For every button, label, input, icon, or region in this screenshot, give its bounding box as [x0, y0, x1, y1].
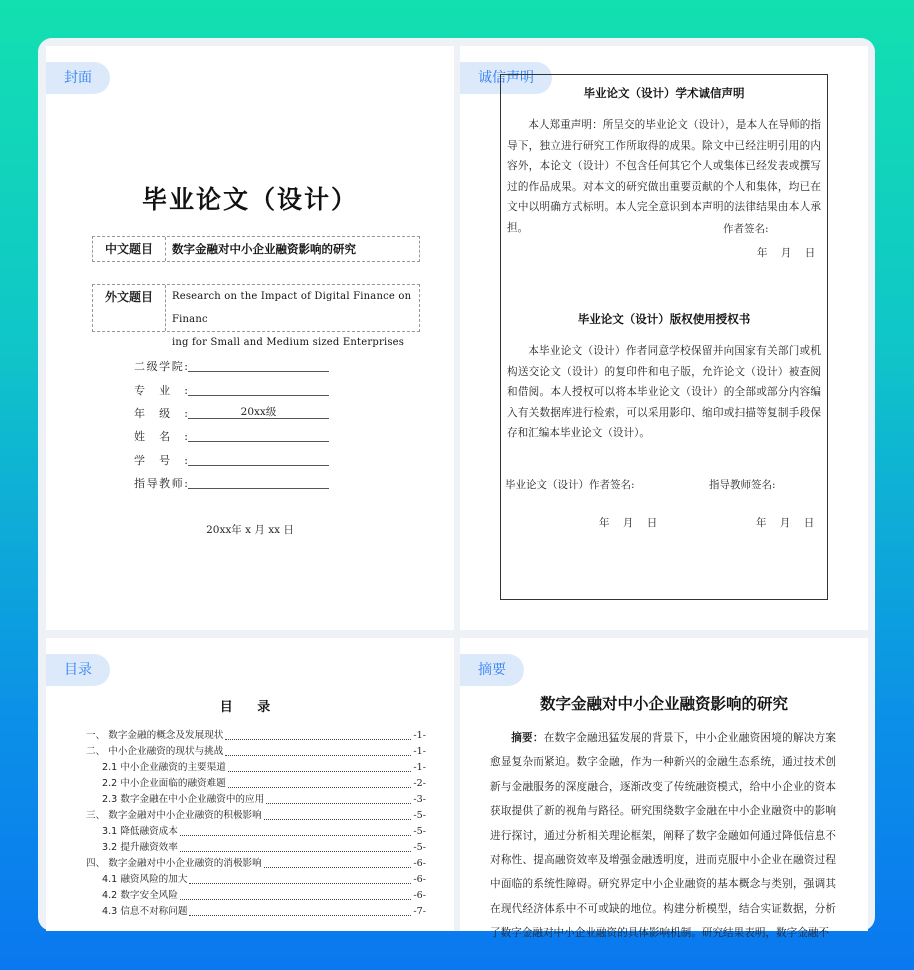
field-label: 二级学院:: [134, 360, 188, 373]
chinese-title-label: 中文题目: [93, 237, 166, 261]
toc-entry-number: 2.1: [102, 762, 121, 773]
toc-entry-text: 中小企业融资的主要渠道: [120, 762, 226, 773]
author-sign-label-2: 毕业论文（设计）作者签名:: [505, 479, 635, 491]
toc-entry[interactable]: [102, 903, 426, 919]
toc-leader-dots: [228, 771, 412, 772]
foreign-title-box: [92, 284, 420, 348]
abstract-text: 在数字金融迅猛发展的背景下，中小企业融资困境的解决方案愈显复杂而紧迫。数字金融，作为一种新兴的金融生态系统，通过技术创新与金融服务的深度融合，逐渐改变了传统融资模式，给中小企业的资本获取提供了新的视角与路径。研究围绕数字金融在中小企业融资中的影响进行探讨，通过分析相关理论框架，阐释了数字金融如何通过降低信息不对称性、提高融资效率及增强金融透明度，进而克服中小企业在融资过程中面临的系统性障碍。研究界定中小企业融资的基本概念与类别，强调其在现代经济体系中不可或缺的地位。构建分析模型，结合实证数据，分析了数字金融对中小企业融资的具体影响机制。研究结果表明，数字金融不: [490, 732, 837, 940]
foreign-title-value: [166, 285, 419, 348]
field-student-id: [134, 452, 188, 470]
toc-leader-dots: [225, 755, 411, 756]
field-name: [134, 428, 188, 446]
toc-entry-text: 中小企业融资的现状与挑战: [108, 746, 224, 757]
toc-entry-number: 3.2: [102, 842, 121, 853]
field-college: [134, 358, 188, 376]
advisor-sign-label: 指导教师签名:: [709, 479, 776, 491]
toc-leader-dots: [228, 787, 412, 788]
field-label: 学号:: [134, 454, 188, 467]
toc-entry-text: 数字金融对中小企业融资的积极影响: [108, 810, 262, 821]
abstract-label: 摘要：: [511, 732, 544, 744]
toc-entry[interactable]: [86, 727, 426, 743]
toc-entry[interactable]: [86, 855, 426, 871]
toc-entry[interactable]: [102, 775, 426, 791]
chinese-title-box: [92, 236, 420, 262]
cover-page-panel[interactable]: [46, 46, 454, 630]
toc-entry-number: 2.3: [102, 794, 121, 805]
toc-leader-dots: [189, 915, 411, 916]
foreign-title-line-2: ing for Small and Medium sized Enterprises: [172, 337, 405, 348]
abstract-tag: 摘要: [460, 654, 524, 686]
toc-entry[interactable]: [86, 743, 426, 759]
document-preview-card: [38, 38, 875, 940]
toc-entry-text: 提升融资效率: [120, 842, 178, 853]
field-label: 专业:: [134, 384, 188, 397]
toc-leader-dots: [266, 803, 411, 804]
toc-leader-dots: [264, 867, 412, 868]
toc-entry-text: 降低融资成本: [120, 826, 178, 837]
field-grade: [134, 405, 277, 423]
toc-page-panel[interactable]: [46, 638, 454, 931]
field-underline: [188, 465, 329, 466]
cover-tag: 封面: [46, 62, 110, 94]
toc-entry-text: 数字金融的概念及发展现状: [108, 730, 224, 741]
toc-entry[interactable]: [102, 887, 426, 903]
abstract-title: 数字金融对中小企业融资影响的研究: [539, 695, 788, 713]
toc-entry-page: -7-: [413, 906, 426, 917]
author-sign-date: 年 月 日: [757, 247, 816, 259]
toc-entry-page: -5-: [413, 826, 426, 837]
toc-entry-text: 数字安全风险: [120, 890, 178, 901]
field-major: [134, 382, 188, 400]
toc-entry-number: 二、: [86, 746, 109, 757]
field-underline: [188, 395, 329, 396]
integrity-title: 毕业论文（设计）学术诚信声明: [583, 86, 745, 100]
toc-entry-page: -6-: [413, 890, 426, 901]
toc-entry-number: 4.1: [102, 874, 121, 885]
field-label: 姓名:: [134, 430, 188, 443]
cover-date: 20xx年 x 月 xx 日: [206, 524, 294, 536]
chinese-title-value: 数字金融对中小企业融资影响的研究: [172, 242, 356, 256]
toc-tag: 目录: [46, 654, 110, 686]
field-underline: [188, 371, 329, 372]
toc-leader-dots: [264, 819, 412, 820]
abstract-page-panel[interactable]: [460, 638, 868, 940]
toc-entry[interactable]: [102, 791, 426, 807]
advisor-sign-date: 年 月 日: [756, 517, 815, 529]
copyright-paragraph: 本毕业论文（设计）作者同意学校保留并向国家有关部门或机构送交论文（设计）的复印件和电子版，允许论文（设计）被查阅和借阅。本人授权可以将本毕业论文（设计）的全部或部分内容编入有关数据库进行检索，可以采用影印、缩印或扫描等复制手段保存和汇编本毕业论文（设计）。: [507, 345, 821, 440]
toc-entry-page: -5-: [413, 810, 426, 821]
author-sign-date-2: 年 月 日: [599, 517, 658, 529]
integrity-page-panel[interactable]: [460, 46, 868, 630]
toc-leader-dots: [225, 739, 411, 740]
toc-entry[interactable]: [102, 839, 426, 855]
toc-entry-text: 数字金融在中小企业融资中的应用: [120, 794, 265, 805]
field-value: 20xx级: [240, 406, 277, 418]
toc-entry-number: 4.3: [102, 906, 121, 917]
toc-entry-number: 4.2: [102, 890, 121, 901]
toc-entry-number: 2.2: [102, 778, 121, 789]
foreign-title-line-1: Research on the Impact of Digital Finance on Financ: [172, 291, 412, 325]
toc-entry-page: -1-: [413, 730, 426, 741]
toc-entry[interactable]: [86, 807, 426, 823]
toc-title: 目 录: [219, 700, 281, 715]
toc-entry-page: -1-: [413, 746, 426, 757]
toc-entry[interactable]: [102, 823, 426, 839]
integrity-paragraph: 本人郑重声明：所呈交的毕业论文（设计），是本人在导师的指导下，独立进行研究工作所取得的成果。除文中已经注明引用的内容外，本论文（设计）不包含任何其它个人或集体已经发表或撰写过的作品成果。对本文的研究做出重要贡献的个人和集体，均已在文中以明确方式标明。本人完全意识到本声明的法律结果由本人承担。: [507, 119, 821, 234]
field-underline: [188, 488, 329, 489]
statement-frame: [500, 74, 828, 600]
abstract-body: [490, 726, 836, 946]
toc-entry-page: -5-: [413, 842, 426, 853]
foreign-title-label: 外文题目: [93, 285, 166, 331]
toc-entry-page: -1-: [413, 762, 426, 773]
toc-entry-text: 中小企业面临的融资难题: [120, 778, 226, 789]
toc-entry-page: -6-: [413, 874, 426, 885]
copyright-title: 毕业论文（设计）版权使用授权书: [577, 312, 751, 326]
integrity-tag: 诚信声明: [460, 62, 552, 94]
field-label: 指导教师:: [134, 477, 188, 490]
toc-entry-text: 信息不对称问题: [120, 906, 188, 917]
toc-entry-number: 一、: [86, 730, 109, 741]
toc-entry-text: 数字金融对中小企业融资的消极影响: [108, 858, 262, 869]
toc-entry[interactable]: [102, 871, 426, 887]
toc-entry-text: 融资风险的加大: [120, 874, 188, 885]
field-label: 年级:: [134, 407, 188, 420]
cover-title: 毕业论文（设计）: [141, 185, 358, 214]
toc-entry-page: -2-: [413, 778, 426, 789]
field-advisor: [134, 475, 188, 493]
toc-entry-number: 3.1: [102, 826, 121, 837]
toc-leader-dots: [180, 835, 412, 836]
toc-entry-number: 三、: [86, 810, 109, 821]
toc-leader-dots: [180, 851, 412, 852]
toc-leader-dots: [180, 899, 412, 900]
toc-entry-page: -3-: [413, 794, 426, 805]
author-sign-label: 作者签名:: [723, 223, 769, 235]
toc-entry[interactable]: [102, 759, 426, 775]
toc-entry-page: -6-: [413, 858, 426, 869]
toc-leader-dots: [189, 883, 411, 884]
toc-entry-number: 四、: [86, 858, 109, 869]
field-underline: [188, 441, 329, 442]
